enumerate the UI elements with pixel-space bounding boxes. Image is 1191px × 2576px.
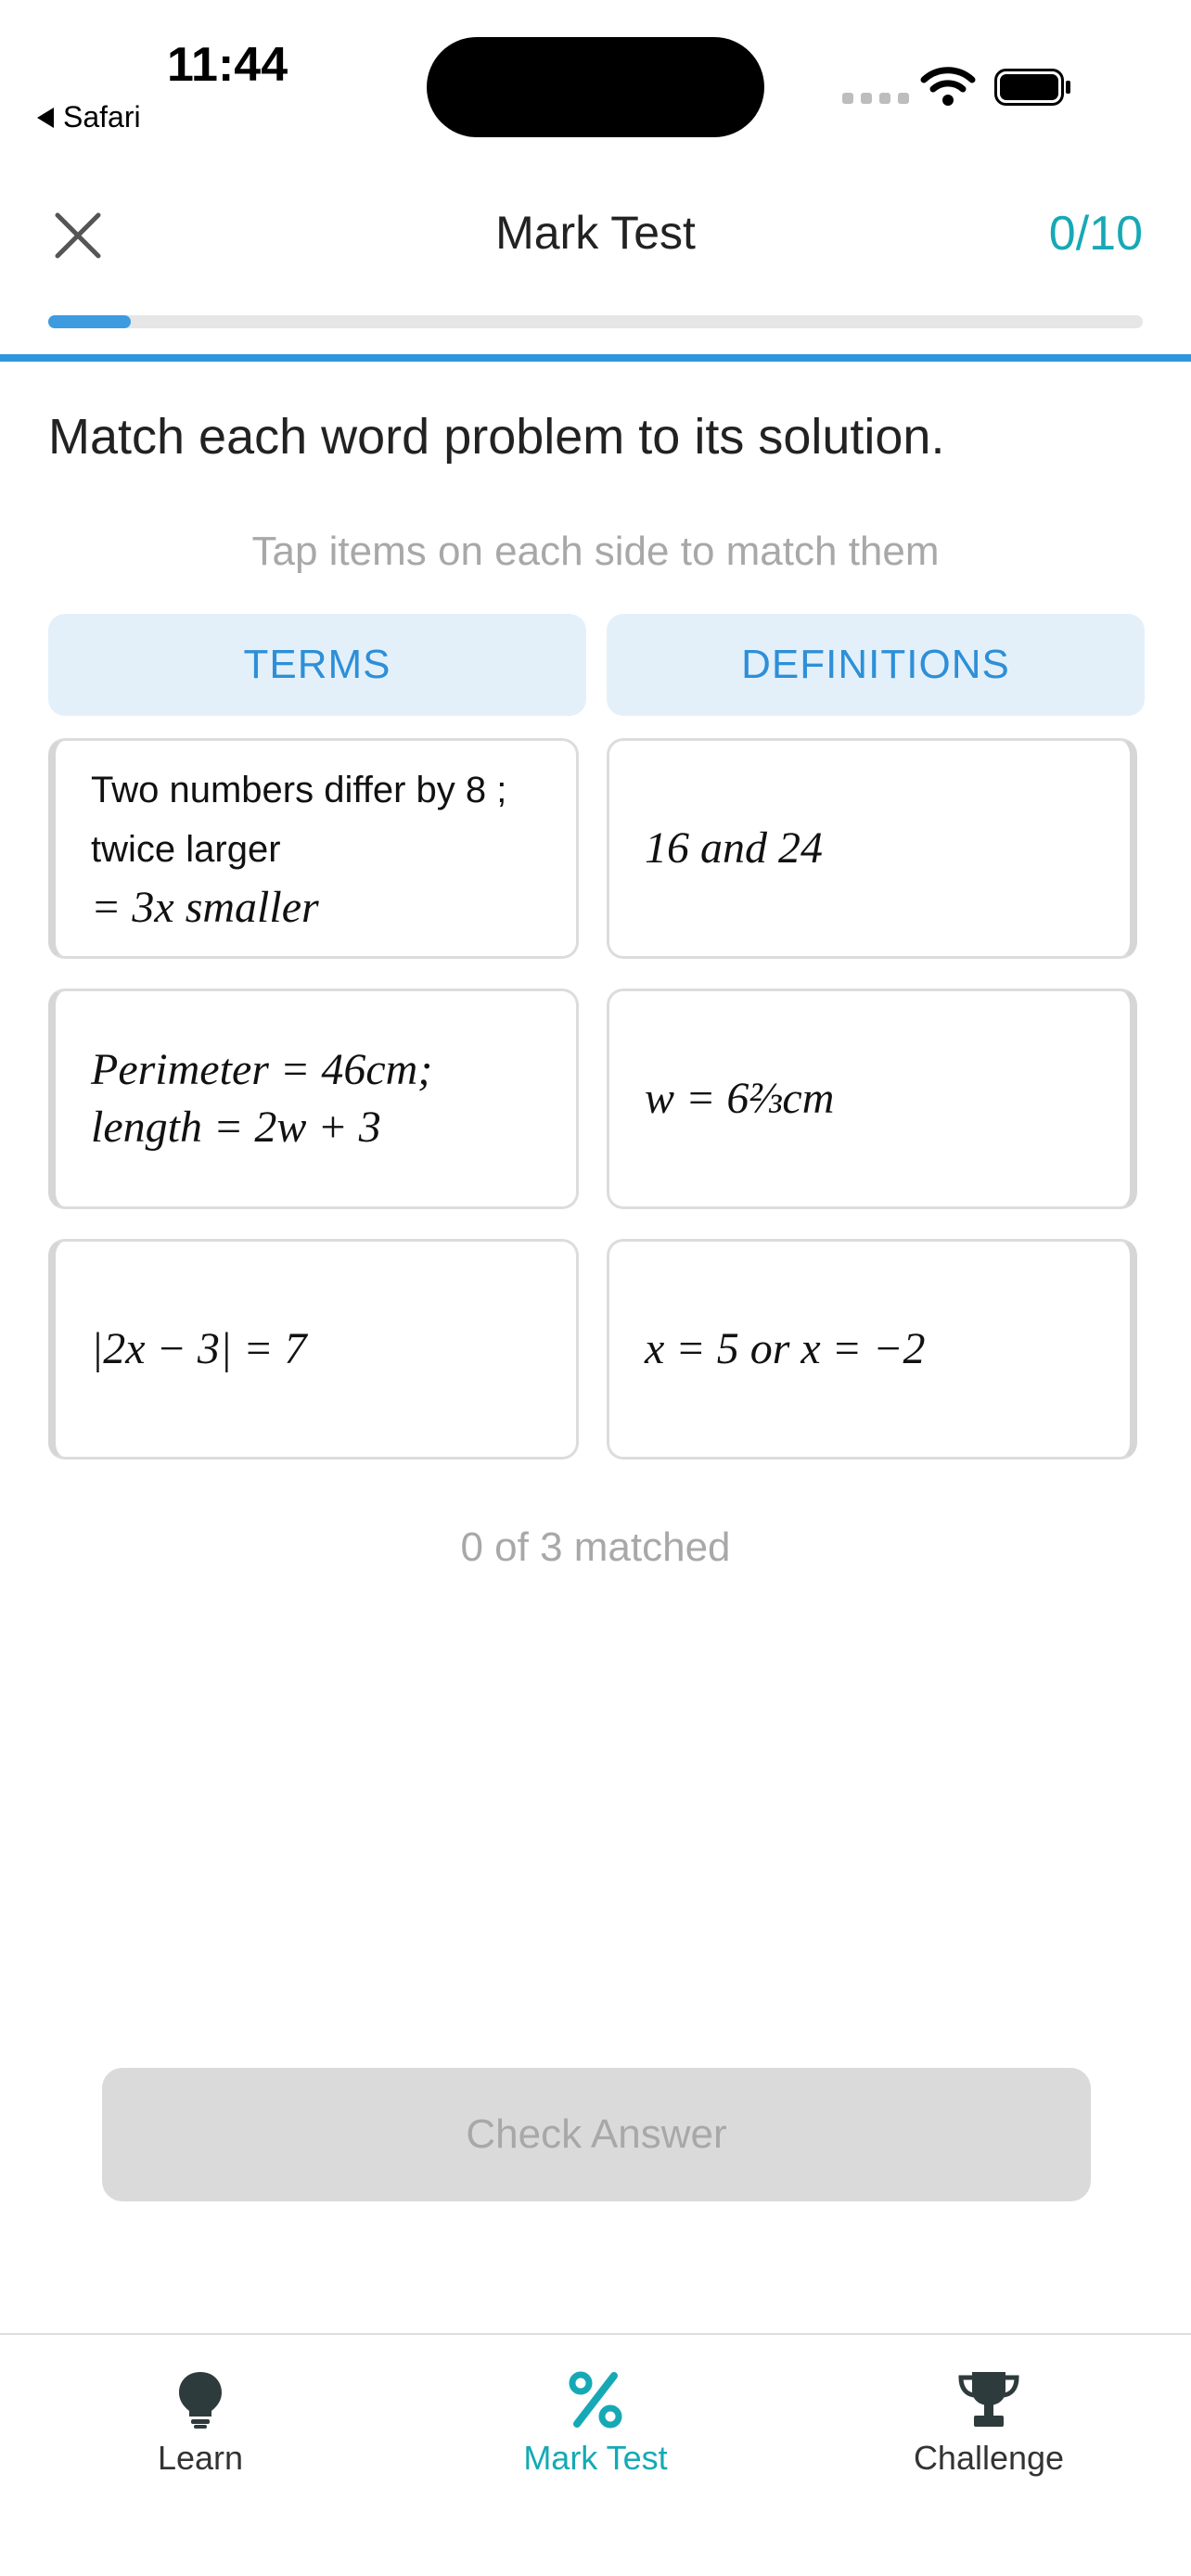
matched-status: 0 of 3 matched	[460, 1524, 731, 1570]
definition-card-2[interactable]	[607, 988, 1137, 1209]
definitions-column-header: DEFINITIONS	[607, 614, 1145, 716]
term-2-math: Perimeter = 46cm; length = 2w + 3	[91, 1044, 433, 1152]
dynamic-island	[427, 37, 764, 137]
definition-3-math: x = 5 or x = −2	[645, 1323, 926, 1373]
tab-learn-label: Learn	[157, 2439, 244, 2477]
score-counter: 0/10	[1048, 207, 1143, 261]
trophy-icon	[957, 2370, 1020, 2429]
term-card-1-content	[91, 760, 506, 937]
tab-challenge-label: Challenge	[913, 2439, 1065, 2477]
terms-column-header: TERMS	[48, 614, 586, 716]
battery-icon	[994, 69, 1072, 106]
lightbulb-icon	[176, 2370, 224, 2429]
status-time: 11:44	[167, 38, 288, 92]
wifi-icon	[920, 63, 976, 109]
tab-bar-divider	[0, 2333, 1191, 2335]
cellular-signal-icon	[842, 93, 909, 104]
header-divider	[0, 354, 1191, 362]
term-1-math: = 3x smaller	[91, 882, 319, 932]
definition-card-3[interactable]	[607, 1239, 1137, 1460]
back-app-label: Safari	[63, 100, 141, 134]
tab-challenge[interactable]	[850, 2365, 1128, 2478]
term-card-2[interactable]	[48, 988, 579, 1209]
definition-2-math: w = 6⅔cm	[645, 1073, 835, 1123]
term-card-3[interactable]	[48, 1239, 579, 1460]
term-3-math: |2x − 3| = 7	[91, 1323, 307, 1373]
term-1-text: Two numbers differ by 8 ; twice larger	[91, 769, 507, 870]
progress-bar	[48, 315, 1143, 328]
progress-fill	[48, 315, 131, 328]
back-arrow-icon	[37, 108, 54, 128]
match-hint: Tap items on each side to match them	[251, 529, 940, 574]
check-answer-button[interactable]: Check Answer	[102, 2068, 1091, 2201]
tab-mark-test-label: Mark Test	[523, 2439, 668, 2477]
page-title: Mark Test	[495, 207, 696, 259]
tab-mark-test[interactable]	[456, 2365, 735, 2478]
back-to-safari-link[interactable]	[37, 100, 141, 134]
tab-learn[interactable]	[61, 2365, 339, 2478]
term-card-1[interactable]	[48, 738, 579, 959]
definition-1-math: 16 and 24	[645, 823, 823, 873]
question-instruction: Match each word problem to its solution.	[48, 409, 945, 465]
percent-icon	[568, 2370, 623, 2429]
definition-card-1[interactable]	[607, 738, 1137, 959]
